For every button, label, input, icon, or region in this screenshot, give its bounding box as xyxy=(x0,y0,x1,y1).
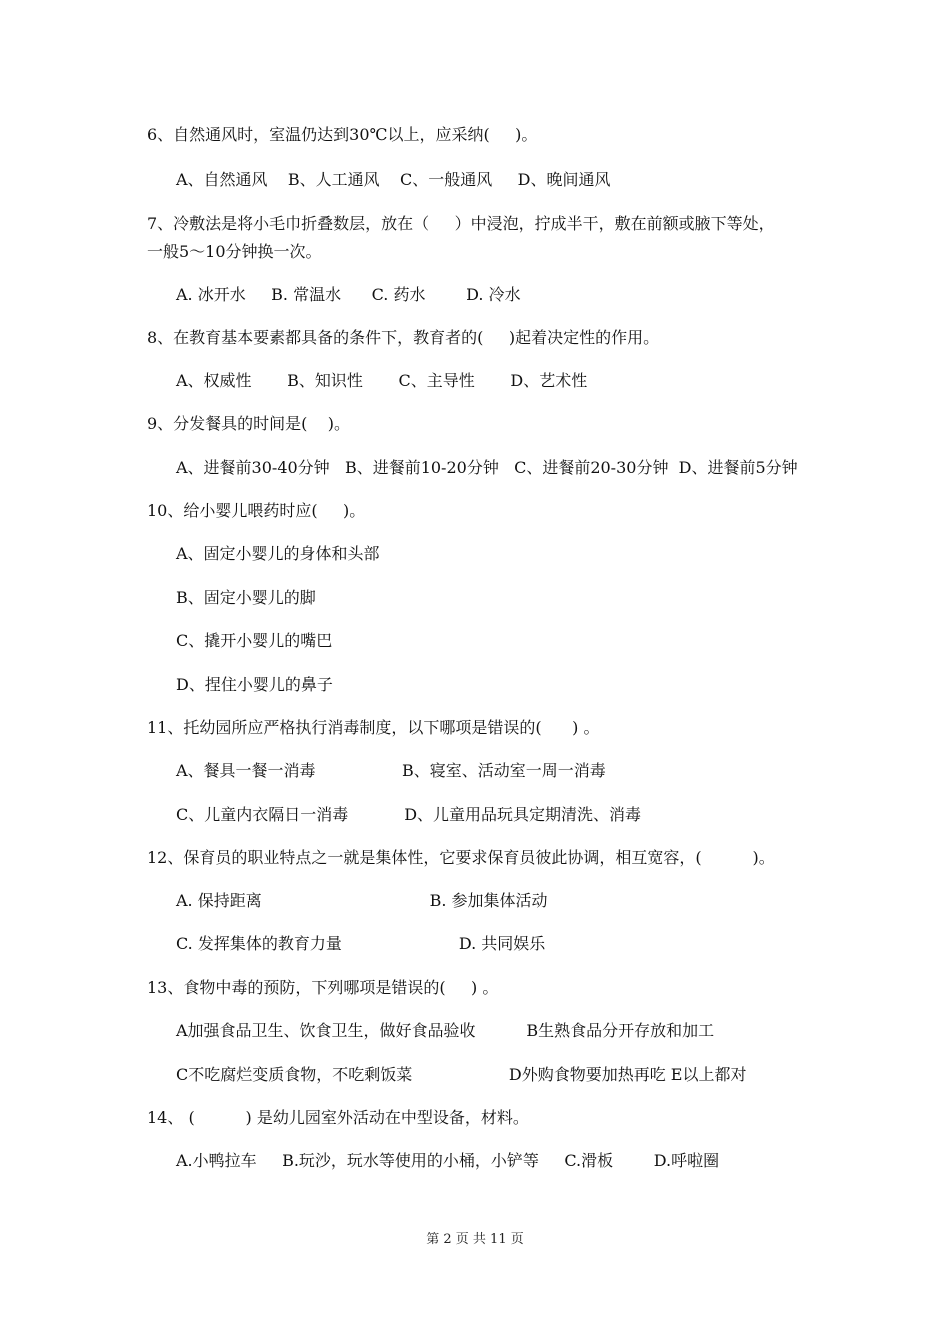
question-stem: 13、食物中毒的预防，下列哪项是错误的( ) 。 xyxy=(147,978,499,997)
option-line: A. 保持距离 B. 参加集体活动 xyxy=(176,891,548,910)
question-stem: 6、自然通风时，室温仍达到30℃以上，应采纳( )。 xyxy=(147,125,538,144)
option-line: D、捏住小婴儿的鼻子 xyxy=(176,675,333,694)
option-line: C. 发挥集体的教育力量 D. 共同娱乐 xyxy=(176,934,546,953)
option-line: C、撬开小婴儿的嘴巴 xyxy=(176,631,333,650)
question-stem: 11、托幼园所应严格执行消毒制度，以下哪项是错误的( ) 。 xyxy=(147,718,600,737)
option-line: C不吃腐烂变质食物，不吃剩饭菜 D外购食物要加热再吃 E以上都对 xyxy=(176,1065,747,1084)
page-footer: 第 2 页 共 11 页 xyxy=(426,1232,524,1247)
option-line: C、儿童内衣隔日一消毒 D、儿童用品玩具定期清洗、消毒 xyxy=(176,805,642,824)
question-stem: 14、 ( ) 是幼儿园室外活动在中型设备，材料。 xyxy=(147,1108,529,1127)
question-stem: 12、保育员的职业特点之一就是集体性，它要求保育员彼此协调，相互宽容，( )。 xyxy=(147,848,775,867)
option-line: A、餐具一餐一消毒 B、寝室、活动室一周一消毒 xyxy=(176,761,606,780)
option-line: A.小鸭拉车 B.玩沙，玩水等使用的小桶，小铲等 C.滑板 D.呼啦圈 xyxy=(176,1151,720,1170)
question-stem: 9、分发餐具的时间是( )。 xyxy=(147,414,351,433)
question-stem: 8、在教育基本要素都具备的条件下，教育者的( )起着决定性的作用。 xyxy=(147,328,660,347)
option-line: A、固定小婴儿的身体和头部 xyxy=(176,544,380,563)
option-line: A加强食品卫生、饮食卫生，做好食品验收 B生熟食品分开存放和加工 xyxy=(176,1021,715,1040)
question-stem: 10、给小婴儿喂药时应( )。 xyxy=(147,501,366,520)
question-stem: 7、冷敷法是将小毛巾折叠数层，放在（ ）中浸泡，拧成半干，敷在前额或腋下等处， xyxy=(147,214,775,233)
option-line: A、自然通风 B、人工通风 C、一般通风 D、晚间通风 xyxy=(176,170,611,189)
option-line: A、权威性 B、知识性 C、主导性 D、艺术性 xyxy=(176,371,588,390)
question-stem: 一般5～10分钟换一次。 xyxy=(147,242,322,261)
option-line: B、固定小婴儿的脚 xyxy=(176,588,316,607)
option-line: A、进餐前30-40分钟 B、进餐前10-20分钟 C、进餐前20-30分钟 D、进餐前5分钟 xyxy=(176,458,798,477)
option-line: A. 冰开水 B. 常温水 C. 药水 D. 冷水 xyxy=(176,285,521,304)
